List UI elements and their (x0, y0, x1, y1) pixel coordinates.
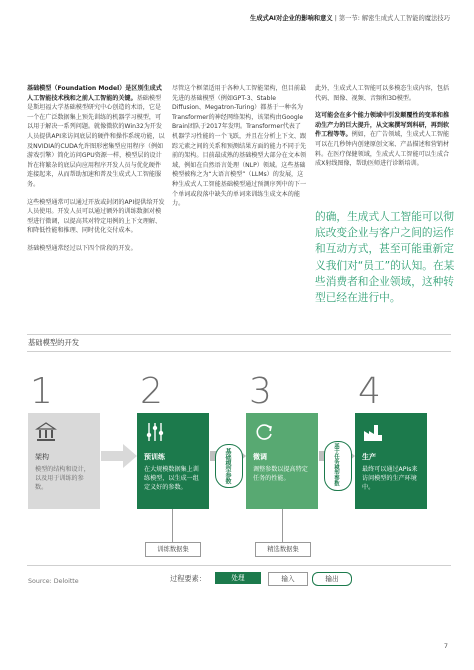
stage-finetuning (246, 413, 318, 509)
arrow-right-icon (101, 441, 137, 471)
legend-process: 处理 (215, 572, 261, 584)
paragraph: 此外，生成式人工智能可以多模态生成内容，包括代码、图像、视频、音频和3D模型。 (315, 85, 450, 102)
paragraph (315, 111, 453, 169)
figure-title: 基础模型的开发 (28, 338, 80, 347)
input-training-dataset: 训练数据集 (145, 542, 201, 557)
text-column-3 (315, 84, 453, 177)
paragraph-text: 例如，在广告领域，生成式人工智能可以在几秒钟内创建原创文案、产品描述和营销材料。在医疗保健领域，生成式人工智能可以生成合成X射线图像，帮助医师进行诊断培训。 (315, 131, 450, 168)
output-tag-label: 基础模型参数 (224, 448, 231, 484)
stage-pretraining (137, 413, 209, 509)
figure-title-rule (27, 351, 451, 352)
stage-number: 3 (249, 371, 272, 412)
paragraph (27, 84, 165, 190)
paragraph: 尽管这个框架适用于各种人工智能架构，但目前最先进的基础模型（例如GPT-3、Stable Diffusion、Megatron-Turing）都基于一种名为Transformer的神经网络架构，该架构由Google Brain团队于2017年发明。Transformer代表了机器学习性能的一个飞跃，并且在分析上下文、跟踪元素之间的关系和预测结果方面的能力不同于先前的架构。目前最成熟的基础模型大部分在文本领域，例如在自然语言处理（NLP）领域。这些基础模型被称之为“大语言模型”（LLMs）的发展，这种生成式人工智能基础模型通过预测序列中的下一个单词或段落中缺失的单词来训练生成文本的能力。 (172, 85, 307, 208)
stage-description: 在大规模数据集上训练模型，以生成一组定义好的参数。 (144, 466, 199, 491)
factory-icon (362, 421, 384, 443)
stage-title: 生产 (362, 453, 376, 461)
stage-description: 模型的结构和设计，以及用于训练的参数。 (35, 466, 90, 491)
paragraph: 这些模型通常可以通过开放或封闭的API提供给开发人员使用。开发人员可以通过额外的训练数据对模型进行微调，以提高其对特定用例的上下文理解、和降低性能和推理、同时优化交付成本。 (27, 198, 165, 235)
legend-label: 过程要素： (170, 574, 206, 583)
architecture-columns-icon (35, 421, 57, 443)
stage-number: 4 (358, 371, 381, 412)
legend-output: 输出 (312, 572, 352, 586)
stage-number: 1 (30, 371, 53, 412)
text-column-2 (172, 84, 307, 217)
connector-line (282, 509, 283, 542)
stage-number: 2 (140, 371, 163, 412)
stage-description: 调整参数以提高特定任务的性能。 (253, 466, 308, 482)
settings-sliders-icon (144, 421, 166, 443)
header-separator: | (332, 15, 339, 22)
stage-description: 最终可以通过APIs来访问模型的生产环境中。 (362, 466, 418, 491)
connector-line (172, 509, 173, 542)
text-column-1 (27, 84, 165, 262)
header-title: 生成式AI对企业的影响和意义 (249, 15, 333, 22)
figure-bottom-rule (27, 565, 451, 566)
paragraph-text: 基础模型是斯坦福大学基础模型研究中心创造的术语，它是一个在广泛数据集上预先训练的机器学习模型，可以用于解决一系列问题。就像微软的Win32为开发人员提供API来访问底层的硬件和操作系统功能，以及NVIDIA的CUDA允许图形密集型应用程序（例如游戏引擎）简化访问GPU资源一样，模型层的设计旨在将繁杂的底层向应用程序开发人员与优化硬件连接起来，从而帮助加速和普及生成式人工智能服务。 (27, 94, 165, 188)
stage-title: 架构 (35, 453, 49, 461)
page-number: 7 (443, 642, 448, 650)
refresh-arrows-icon (253, 421, 275, 443)
source-note: Source: Deloitte (28, 578, 79, 585)
stage-title: 预训练 (144, 453, 165, 461)
stage-title: 微调 (253, 453, 267, 461)
figure-top-rule (27, 334, 451, 335)
stage-production (355, 413, 427, 509)
output-tag-label: 基于任务模型参数 (333, 443, 339, 487)
input-curated-dataset: 精选数据集 (255, 542, 311, 557)
header-section: 第一节: 解密生成式人工智能的魔法技巧 (338, 15, 450, 22)
bold-lead: 基础模型（Foundation Model）是区别生成式人工智能技术栈和之前人工智能的关键。 (27, 85, 162, 102)
bold-lead: 这可能会在多个能力领域中引发颠覆性的变革和推动生产力的巨大提升，从文案撰写到科研，再到软件工程等等。 (315, 112, 450, 139)
legend-input: 输入 (268, 572, 308, 586)
running-header (250, 13, 450, 22)
pull-quote: 的确，生成式人工智能可以彻底改变企业与客户之间的运作和互动方式，甚至可能重新定义我们对“员工”的认知。在某些消费者和企业领域，这种转型已经在进行中。 (315, 210, 455, 305)
paragraph: 基础模型通常经过以下四个阶段的开发。 (27, 244, 137, 252)
stage-architecture (28, 413, 100, 509)
